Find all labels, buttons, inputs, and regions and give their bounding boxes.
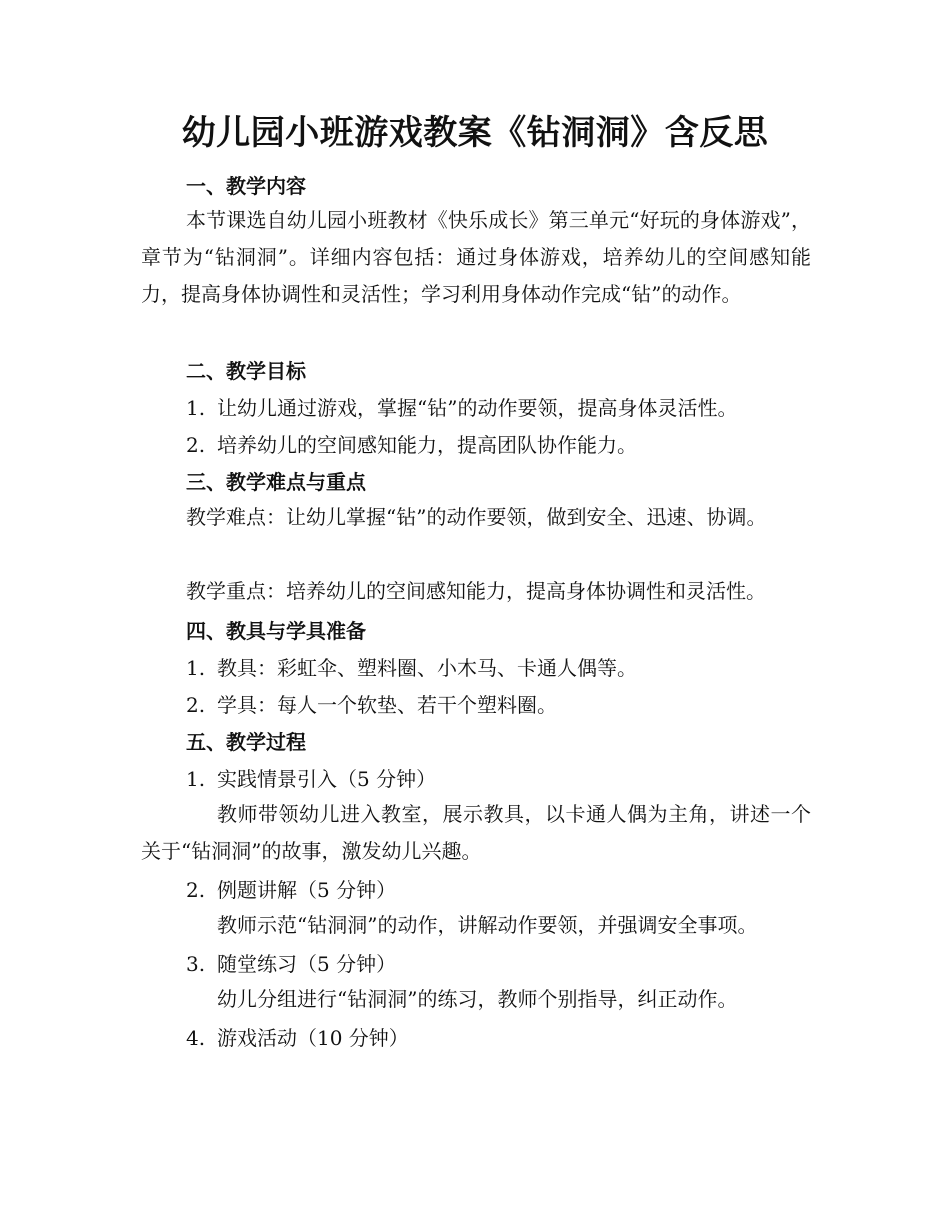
- goal-item-number: 1.: [186, 396, 206, 420]
- material-item-text: 学具：每人一个软垫、若干个塑料圈。: [217, 693, 557, 717]
- material-item-number: 2.: [186, 693, 206, 717]
- section-heading-materials: 四、教具与学具准备: [186, 619, 366, 643]
- document-title: 幼儿园小班游戏教案《钻洞洞》含反思: [181, 113, 769, 153]
- process-step-number: 1.: [186, 767, 206, 791]
- process-step-title: 随堂练习（5 分钟）: [217, 952, 397, 976]
- goal-item-text: 让幼儿通过游戏，掌握“钻”的动作要领，提高身体灵活性。: [217, 396, 738, 420]
- difficulty-paragraph: 教学难点：让幼儿掌握“钻”的动作要领，做到安全、迅速、协调。: [186, 505, 767, 529]
- process-step: [186, 1023, 409, 1053]
- content-paragraph: 本节课选自幼儿园小班教材《快乐成长》第三单元“好玩的身体游戏”，章节为“钻洞洞”。详细内容包括：通过身体游戏，培养幼儿的空间感知能力，提高身体协调性和灵活性；学习利用身体动作完成“钻”的动作。: [141, 208, 811, 306]
- material-item-text: 教具：彩虹伞、塑料圈、小木马、卡通人偶等。: [217, 656, 637, 680]
- material-item: [186, 690, 557, 720]
- process-step-detail: 教师带领幼儿进入教室，展示教具，以卡通人偶为主角，讲述一个关于“钻洞洞”的故事，激发幼儿兴趣。: [141, 802, 811, 863]
- process-step-number: 4.: [186, 1026, 206, 1050]
- process-step-detail: 教师示范“钻洞洞”的动作，讲解动作要领，并强调安全事项。: [217, 913, 758, 937]
- process-step-detail: 幼儿分组进行“钻洞洞”的练习，教师个别指导，纠正动作。: [217, 987, 738, 1011]
- goal-item: [186, 430, 637, 460]
- process-step: [186, 764, 436, 794]
- process-step: [186, 875, 396, 905]
- process-step: [186, 949, 396, 979]
- process-step-title: 例题讲解（5 分钟）: [217, 878, 397, 902]
- process-step-title: 游戏活动（10 分钟）: [217, 1026, 409, 1050]
- material-item: [186, 653, 637, 683]
- goal-item-text: 培养幼儿的空间感知能力，提高团队协作能力。: [217, 433, 637, 457]
- section-heading-goals: 二、教学目标: [186, 359, 306, 383]
- goal-item: [186, 393, 737, 423]
- goal-item-number: 2.: [186, 433, 206, 457]
- process-step-number: 3.: [186, 952, 206, 976]
- section-heading-difficulty: 三、教学难点与重点: [186, 470, 366, 494]
- key-point-paragraph: 教学重点：培养幼儿的空间感知能力，提高身体协调性和灵活性。: [186, 579, 766, 603]
- process-step-title: 实践情景引入（5 分钟）: [217, 767, 437, 791]
- section-heading-process: 五、教学过程: [186, 730, 306, 754]
- section-heading-content: 一、教学内容: [186, 174, 306, 198]
- material-item-number: 1.: [186, 656, 206, 680]
- process-step-number: 2.: [186, 878, 206, 902]
